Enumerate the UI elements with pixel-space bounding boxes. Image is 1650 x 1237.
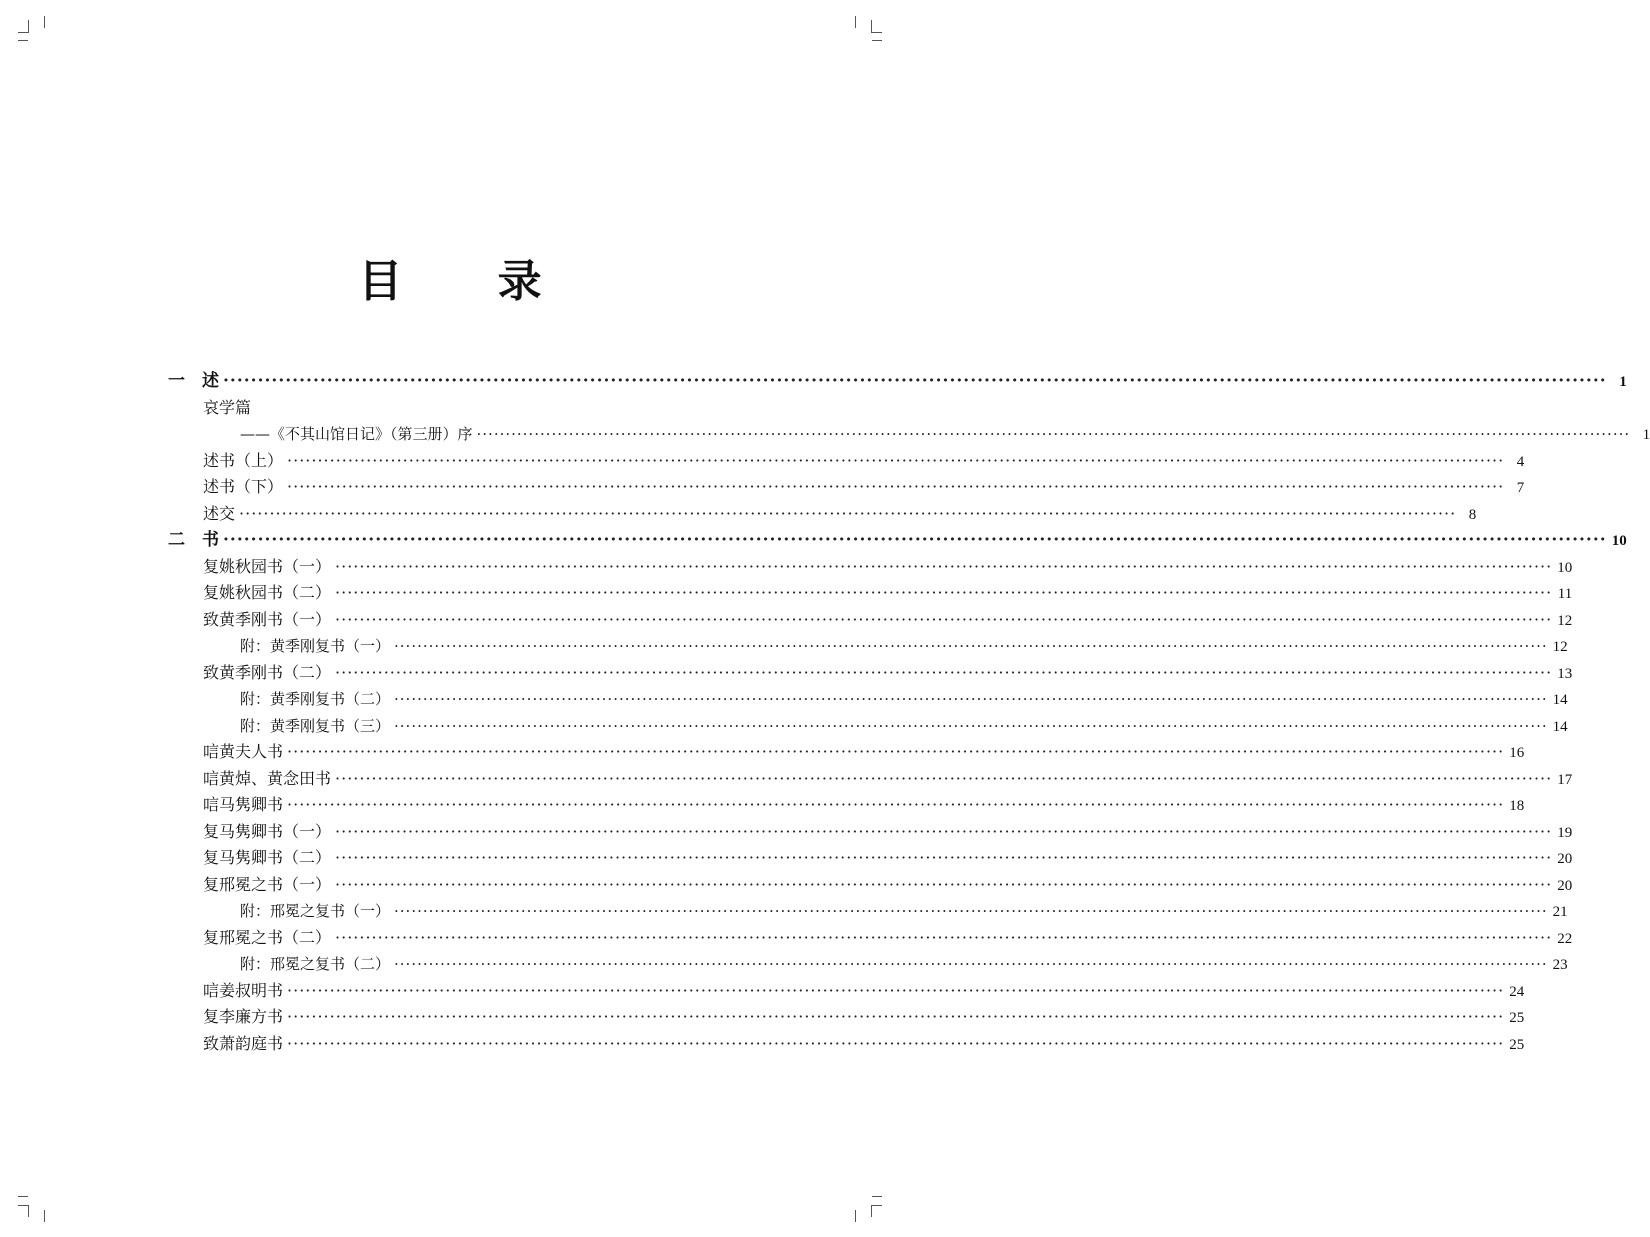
page-title: 目 录 xyxy=(358,256,582,307)
toc-page-number: 1 xyxy=(1619,374,1627,390)
toc-entry[interactable] xyxy=(203,925,1573,951)
toc-entry[interactable] xyxy=(203,872,1573,898)
toc-page-number: 14 xyxy=(1552,692,1568,708)
toc-entry-label xyxy=(203,580,331,606)
toc-entry[interactable] xyxy=(203,792,1525,818)
crop-mark xyxy=(871,1205,882,1206)
toc-entry[interactable] xyxy=(203,978,1525,1004)
toc-entry-title: 书 xyxy=(202,530,219,550)
toc-leader-dots: ········································································································································································································ xyxy=(476,425,1631,443)
toc-page-number: 21 xyxy=(1552,904,1568,920)
toc-leader-dots: ········································································································································································································ xyxy=(335,821,1553,841)
crop-mark xyxy=(28,20,29,32)
toc-entry-title: 附：邢冕之复书（一） xyxy=(240,902,391,920)
toc-entry-title: 唁黄夫人书 xyxy=(203,742,284,761)
toc-entry-title: 述书（上） xyxy=(203,450,284,470)
toc-entry-title: 附：黄季刚复书（二） xyxy=(240,690,391,708)
toc-entry-label xyxy=(168,527,219,553)
toc-leader-dots: ········································································································································································································ xyxy=(239,503,1457,523)
toc-entry-label xyxy=(203,1031,283,1057)
toc-page-number: 23 xyxy=(1552,957,1568,973)
toc-entry-label xyxy=(240,898,390,924)
toc-leader-dots: ········································································································································································································ xyxy=(394,902,1548,920)
toc-page-number: 17 xyxy=(1557,771,1573,788)
toc-entry[interactable] xyxy=(240,713,1568,739)
toc-entry-label xyxy=(203,501,235,527)
toc-entry-title: ——《不其山馆日记》（第三册）序 xyxy=(240,425,473,443)
crop-mark xyxy=(871,20,872,32)
toc-entry[interactable] xyxy=(203,607,1573,633)
toc-entry[interactable] xyxy=(203,554,1573,580)
crop-mark xyxy=(871,1205,872,1217)
toc-entry[interactable] xyxy=(240,898,1568,924)
toc-entry-label xyxy=(203,448,283,474)
crop-mark xyxy=(855,16,856,28)
toc-entry-title: 哀学篇 xyxy=(203,397,252,417)
toc-page-number: 22 xyxy=(1557,930,1573,947)
toc-entry-title: 附：邢冕之复书（二） xyxy=(240,955,391,973)
toc-entry[interactable] xyxy=(203,1031,1525,1057)
toc-entry[interactable] xyxy=(203,448,1525,474)
toc-page-number: 12 xyxy=(1552,639,1568,655)
toc-entry-label xyxy=(203,766,331,792)
toc-entry-title: 复姚秋园书（一） xyxy=(203,556,332,576)
toc-entry-label xyxy=(203,739,283,765)
toc-page-number: 25 xyxy=(1509,1036,1525,1053)
toc-entry[interactable] xyxy=(203,395,735,421)
toc-entry[interactable] xyxy=(240,633,1568,659)
toc-entry-title: 致黄季刚书（二） xyxy=(203,662,332,682)
toc-entry-title: 复姚秋园书（二） xyxy=(203,583,332,602)
toc-page-number: 10 xyxy=(1557,559,1573,576)
toc-page-number: 20 xyxy=(1557,877,1573,894)
toc-page-number: 4 xyxy=(1516,453,1525,470)
toc-entry-title: 致萧韵庭书 xyxy=(203,1033,284,1053)
toc-entry-label xyxy=(203,1004,283,1030)
toc-entry[interactable] xyxy=(240,421,1650,447)
toc-page-number: 20 xyxy=(1557,851,1573,867)
toc-leader-dots: ········································································································································································································ xyxy=(287,1007,1505,1026)
toc-leader-dots: ········································································································································································································ xyxy=(335,662,1553,682)
toc-entry-label xyxy=(203,554,331,580)
toc-entry-label xyxy=(203,925,331,951)
crop-mark xyxy=(871,32,882,33)
toc-entry-label xyxy=(240,686,390,712)
toc-leader-dots: ········································································································································································································ xyxy=(287,742,1505,761)
toc-entry-label xyxy=(203,607,331,633)
crop-mark xyxy=(18,1205,29,1206)
toc-entry-title: 复马隽卿书（二） xyxy=(203,848,332,867)
toc-leader-dots: ········································································································································································································ xyxy=(394,716,1548,735)
toc-leader-dots: ········································································································································································································ xyxy=(394,955,1548,973)
toc-leader-dots: ········································································································································································································ xyxy=(335,556,1553,576)
toc-entry-label xyxy=(240,633,390,659)
crop-mark xyxy=(44,1210,45,1222)
toc-leader-dots: ········································································································································································································ xyxy=(223,530,1607,550)
toc-page-number: 8 xyxy=(1468,506,1477,523)
toc-entry-label xyxy=(203,819,331,845)
toc-entry-label xyxy=(168,368,219,394)
crop-mark xyxy=(855,1210,856,1222)
toc-entry[interactable] xyxy=(203,474,1525,500)
toc-entry-label xyxy=(203,872,331,898)
toc-entry-title: 致黄季刚书（一） xyxy=(203,609,332,629)
toc-leader-dots: ········································································································································································································ xyxy=(287,795,1505,814)
toc-entry-label xyxy=(203,978,283,1004)
toc-page-number: 14 xyxy=(1552,718,1568,735)
toc-page-number: 11 xyxy=(1557,586,1573,602)
toc-entry-title: 复邢冕之书（二） xyxy=(203,927,332,947)
toc-entry-label xyxy=(203,474,283,500)
toc-entry[interactable] xyxy=(203,501,1477,527)
toc-leader-dots: ········································································································································································································ xyxy=(287,450,1505,470)
toc-page-number: 1 xyxy=(1642,427,1650,443)
toc-leader-dots: ········································································································································································································ xyxy=(394,637,1548,655)
toc-entry-title: 述书（下） xyxy=(203,477,284,496)
toc-entry-label xyxy=(240,421,473,447)
toc-entry-title: 唁马隽卿书 xyxy=(203,795,284,814)
toc-section[interactable] xyxy=(168,368,1627,394)
toc-entry-label xyxy=(240,951,390,977)
crop-mark xyxy=(872,1196,882,1197)
toc-entry-label xyxy=(240,713,390,739)
toc-entry[interactable] xyxy=(203,819,1573,845)
toc-entry-label xyxy=(203,845,331,871)
toc-leader-dots: ········································································································································································································ xyxy=(335,848,1553,867)
toc-entry[interactable] xyxy=(240,951,1568,977)
toc-leader-dots: ········································································································································································································ xyxy=(335,927,1553,947)
toc-section-number: 一 xyxy=(168,371,185,391)
toc-leader-dots: ········································································································································································································ xyxy=(223,371,1607,391)
toc-leader-dots: ········································································································································································································ xyxy=(335,874,1553,894)
toc-leader-dots: ········································································································································································································ xyxy=(287,477,1505,496)
crop-mark xyxy=(872,40,882,41)
toc-entry-title: 述交 xyxy=(203,503,236,523)
toc-page-number: 19 xyxy=(1557,824,1573,841)
toc-entry-title: 复邢冕之书（一） xyxy=(203,874,332,894)
toc-entry[interactable] xyxy=(203,1004,1525,1030)
toc-page-number: 24 xyxy=(1509,983,1525,1000)
toc-entry-title: 述 xyxy=(202,371,219,391)
toc-page-number: 16 xyxy=(1509,745,1525,761)
toc-entry[interactable] xyxy=(240,686,1568,712)
crop-mark xyxy=(18,1196,28,1197)
toc-leader-dots: ········································································································································································································ xyxy=(335,583,1553,602)
toc-entry-title: 复马隽卿书（一） xyxy=(203,821,332,841)
crop-mark xyxy=(44,16,45,28)
toc-page-number: 25 xyxy=(1509,1010,1525,1026)
crop-mark xyxy=(28,1205,29,1217)
toc-entry[interactable] xyxy=(203,766,1573,792)
toc-section[interactable] xyxy=(168,527,1627,553)
crop-mark xyxy=(18,40,28,41)
toc-page-number: 18 xyxy=(1509,798,1525,814)
toc-page-number: 13 xyxy=(1557,665,1573,682)
toc-leader-dots: ········································································································································································································ xyxy=(394,690,1548,708)
toc-entry-label xyxy=(203,660,331,686)
toc-entry-title: 复李廉方书 xyxy=(203,1007,284,1026)
toc-leader-dots: ········································································································································································································ xyxy=(287,980,1505,1000)
toc-entry-title: 附：黄季刚复书（一） xyxy=(240,637,391,655)
toc-entry-label xyxy=(203,792,283,818)
toc-section-number: 二 xyxy=(168,530,185,550)
toc-leader-dots: ········································································································································································································ xyxy=(335,768,1553,788)
toc-page-number: 10 xyxy=(1611,533,1627,549)
toc-page-number: 7 xyxy=(1516,480,1525,496)
crop-mark xyxy=(18,32,29,33)
toc-entry-title: 唁姜叔明书 xyxy=(203,980,284,1000)
toc-entry[interactable] xyxy=(203,845,1573,871)
toc-entry[interactable] xyxy=(203,660,1573,686)
toc-entry-title: 唁黄焯、黄念田书 xyxy=(203,768,332,788)
toc-page-number: 12 xyxy=(1557,612,1573,629)
toc-leader-dots: ········································································································································································································ xyxy=(335,609,1553,629)
toc-leader-dots: ········································································································································································································ xyxy=(287,1033,1505,1053)
toc-entry-label xyxy=(203,395,251,421)
toc-entry[interactable] xyxy=(203,580,1573,606)
toc-entry-title: 附：黄季刚复书（三） xyxy=(240,716,391,735)
toc-entry[interactable] xyxy=(203,739,1525,765)
